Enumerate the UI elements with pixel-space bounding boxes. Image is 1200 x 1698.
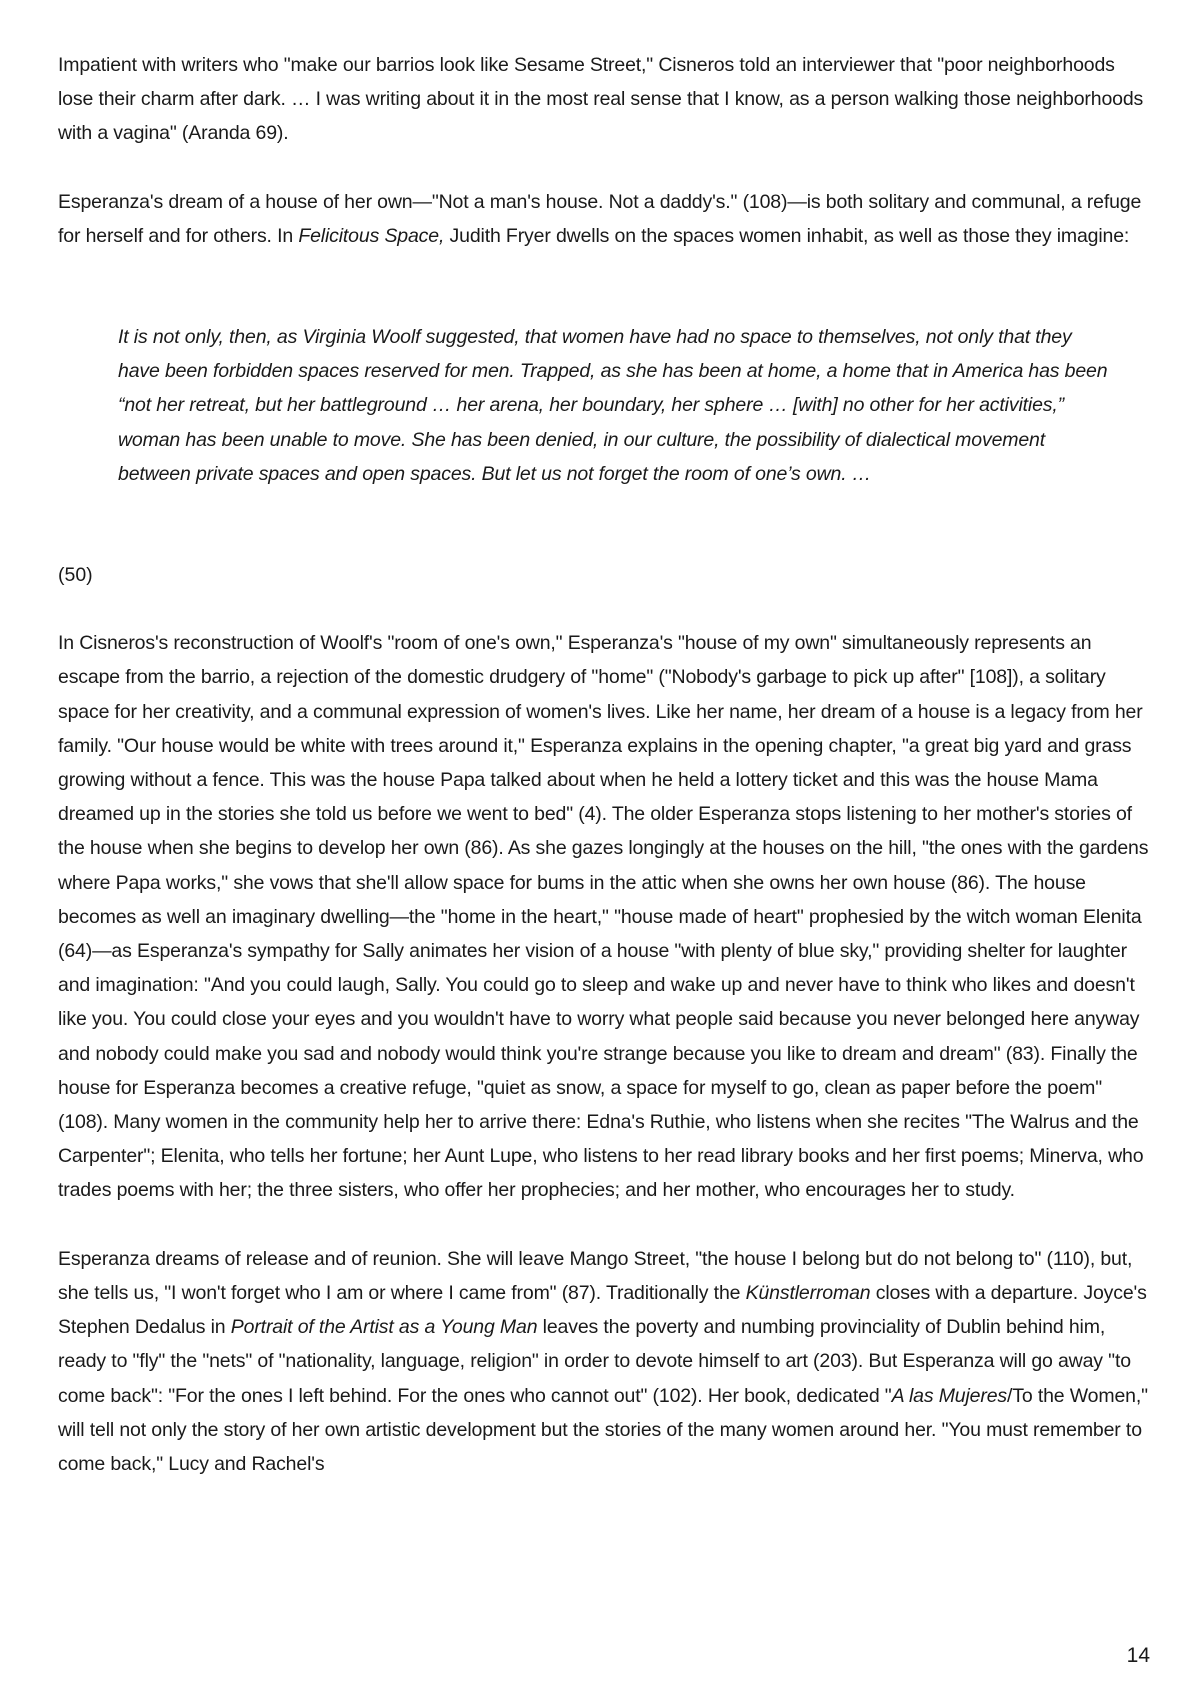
- paragraph-woolf-reconstruction: In Cisneros's reconstruction of Woolf's "room of one's own," Esperanza's "house of my own" simultaneously represents an escape from the barrio, a rejection of the domestic drudgery of "home" ("Nobody's garbage to pick up after" [108]), a solitary space for her creativity, and a communal expression of women's lives. Like her name, her dream of a house is a legacy from her family. "Our house would be white with trees around it," Esperanza explains in the opening chapter, "a great big yard and grass growing without a fence. This was the house Papa talked about when he held a lottery ticket and this was the house Mama dreamed up in the stories she told us before we went to bed" (4). The older Esperanza stops listening to her mother's stories of the house when she begins to develop her own (86). As she gazes longingly at the houses on the hill, "the ones with the gardens where Papa works," she vows that she'll allow space for bums in the attic when she owns her own house (86). The house becomes as well an imaginary dwelling—the "home in the heart," "house made of heart" prophesied by the witch woman Elenita (64)—as Esperanza's sympathy for Sally animates her vision of a house "with plenty of blue sky," providing shelter for laughter and imagination: "And you could laugh, Sally. You could go to sleep and wake up and never have to think who likes and doesn't like you. You could close your eyes and you wouldn't have to worry what people said because you never belonged here anyway and nobody could make you sad and nobody would think you're strange because you like to dream and dream" (83). Finally the house for Esperanza becomes a creative refuge, "quiet as snow, a space for myself to go, clean as paper before the poem" (108). Many women in the community help her to arrive there: Edna's Ruthie, who listens when she recites "The Walrus and the Carpenter"; Elenita, who tells her fortune; her Aunt Lupe, who listens to her read library books and her first poems; Minerva, who trades poems with her; the three sisters, who offer her prophecies; and her mother, who encourages her to study.: [58, 632, 1149, 1202]
- page-number: 14: [1126, 1644, 1150, 1667]
- paragraph-release-and-reunion: [58, 1242, 1150, 1481]
- paragraph-text: Judith Fryer dwells on the spaces women inhabit, as well as those they imagine:: [444, 224, 1130, 247]
- paragraph-text: Esperanza's dream of a house of her own—"Not a man's house. Not a daddy's." (108)—is both solitary and communal, a refuge for herself and for others. In: [58, 190, 1142, 247]
- block-quote-citation: (50): [58, 564, 93, 587]
- document-page: [58, 48, 1150, 1481]
- block-quote-fryer: It is not only, then, as Virginia Woolf suggested, that women have had no space to themselves, not only that they have been forbidden spaces reserved for men. Trapped, as she has been at home, a home that in America has been “not her retreat, but her battleground … her arena, her boundary, her sphere … [with] no other for her activities,” woman has been unable to move. She has been denied, in our culture, the possibility of dialectical movement between private spaces and open spaces. But let us not forget the room of one’s own. …: [118, 326, 1108, 485]
- paragraph-text: closes with a departure. Joyce's Stephen Dedalus in: [58, 1281, 1147, 1339]
- paragraph-text: Esperanza dreams of release and of reunion. She will leave Mango Street, "the house I belong but do not belong to" (110), but, she tells us, "I won't forget who I am or where I came from" (87). Traditionally the: [58, 1247, 1133, 1304]
- term-kunstlerroman: Künstlerroman: [745, 1281, 871, 1304]
- book-title-portrait-of-the-artist: Portrait of the Artist as a Young Man: [230, 1316, 538, 1339]
- paragraph-aranda-quote: Impatient with writers who "make our barrios look like Sesame Street," Cisneros told an interviewer that "poor neighborhoods lose their charm after dark. … I was writing about it in the most real sense that I know, as a person walking those neighborhoods with a vagina" (Aranda 69).: [58, 54, 1144, 145]
- paragraph-house-of-her-own: [58, 185, 1150, 253]
- paragraph-text: leaves the poverty and numbing provinciality of Dublin behind him, ready to "fly" the "nets" of "nationality, language, religion" in order to devote himself to art (203). But Esperanza will go away "to come back": "For the ones I left behind. For the ones who cannot out" (102). Her book, dedicated ": [58, 1316, 1131, 1407]
- book-title-felicitous-space: Felicitous Space,: [298, 224, 445, 247]
- dedication-a-las-mujeres: A las Mujeres: [891, 1384, 1008, 1407]
- paragraph-text: /To the Women," will tell not only the story of her own artistic development but the stories of the many women around her. "You must remember to come back," Lucy and Rachel's: [58, 1384, 1148, 1475]
